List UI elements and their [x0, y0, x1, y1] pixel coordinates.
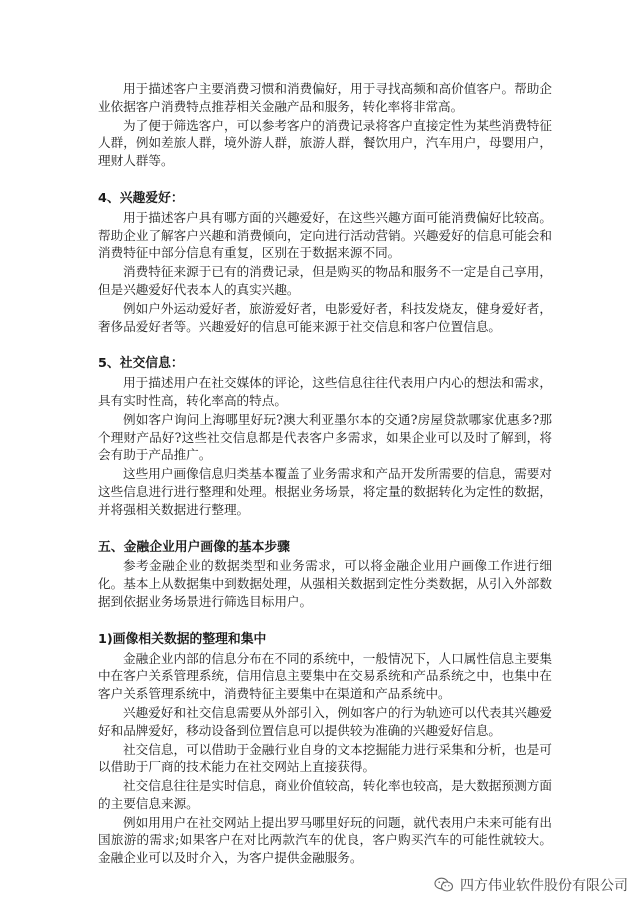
paragraph: 金融企业内部的信息分布在不同的系统中，一般情况下，人口属性信息主要集中在客户关系管理系统，信用信息主要集中在交易系统和产品系统之中，也集中在客户关系管理系统中，消费特征主要集中在渠道和产品系统中。: [98, 650, 552, 702]
paragraph: 例如客户询问上海哪里好玩?澳大利亚墨尔本的交通?房屋贷款哪家优惠多?那个理财产品好?这些社交信息都是代表客户多需求，如果企业可以及时了解到，将会有助于产品推广。: [98, 411, 552, 463]
watermark-text: 四方伟业软件股份有限公司: [460, 878, 628, 894]
section-gap: [98, 171, 552, 190]
section-heading: 五、金融企业用户画像的基本步骤: [98, 539, 290, 555]
paragraph: 参考金融企业的数据类型和业务需求，可以将金融企业用户画像工作进行细化。基本上从数据集中到数据处理，从强相关数据到定性分类数据，从引入外部数据到依据业务场景进行筛选目标用户。: [98, 558, 552, 609]
paragraph: 用于描述客户具有哪方面的兴趣爱好，在这些兴趣方面可能消费偏好比较高。帮助企业了解客户兴趣和消费倾向，定向进行活动营销。兴趣爱好的信息可能会和消费特征中部分信息有重复，区别在于数据来源不同。: [98, 209, 552, 261]
paragraph: 用于描述用户在社交媒体的评论，这些信息往往代表用户内心的想法和需求，具有实时性高，转化率高的特点。: [98, 375, 552, 408]
paragraph: 用于描述客户主要消费习惯和消费偏好，用于寻找高频和高价值客户。帮助企业依据客户消费特点推荐相关金融产品和服务，转化率将非常高。: [98, 81, 552, 114]
section-heading: 4、兴趣爱好：: [98, 190, 184, 206]
paragraph: 例如户外运动爱好者，旅游爱好者，电影爱好者，科技发烧友，健身爱好者，奢侈品爱好者等。兴趣爱好的信息可能来源于社交信息和客户位置信息。: [98, 300, 552, 334]
section-gap: [98, 520, 552, 539]
section-heading: 5、社交信息：: [98, 356, 184, 372]
paragraph: 社交信息往往是实时信息，商业价值较高，转化率也较高，是大数据预测方面的主要信息来源。: [98, 778, 552, 811]
wechat-icon: [434, 877, 454, 893]
section-gap: [98, 612, 552, 631]
paragraph: 兴趣爱好和社交信息需要从外部引入，例如客户的行为轨迹可以代表其兴趣爱好和品牌爱好，移动设备到位置信息可以提供较为准确的兴趣爱好信息。: [98, 704, 552, 738]
paragraph: 这些用户画像信息归类基本覆盖了业务需求和产品开发所需要的信息，需要对这些信息进行进行整理和处理。根据业务场景，将定量的数据转化为定性的数据，并将强相关数据进行整理。: [98, 466, 552, 517]
document-body: [98, 80, 552, 868]
paragraph: 例如用用户在社交网站上提出罗马哪里好玩的问题，就代表用户未来可能有出国旅游的需求;如果客户在对比两款汽车的优良，客户购买汽车的可能性就较大。金融企业可以及时介入，为客户提供金融服务。: [98, 814, 552, 866]
paragraph: 消费特征来源于已有的消费记录，但是购买的物品和服务不一定是自己享用，但是兴趣爱好代表本人的真实兴趣。: [98, 264, 552, 297]
section-gap: [98, 336, 552, 355]
watermark: [434, 875, 628, 895]
paragraph: 社交信息，可以借助于金融行业自身的文本挖掘能力进行采集和分析，也是可以借助于厂商的技术能力在社交网站上直接获得。: [98, 741, 552, 775]
paragraph: 为了便于筛选客户，可以参考客户的消费记录将客户直接定性为某些消费特征人群，例如差旅人群，境外游人群，旅游人群，餐饮用户，汽车用户，母婴用户，理财人群等。: [98, 117, 552, 169]
section-heading: 1)画像相关数据的整理和集中: [98, 631, 267, 647]
